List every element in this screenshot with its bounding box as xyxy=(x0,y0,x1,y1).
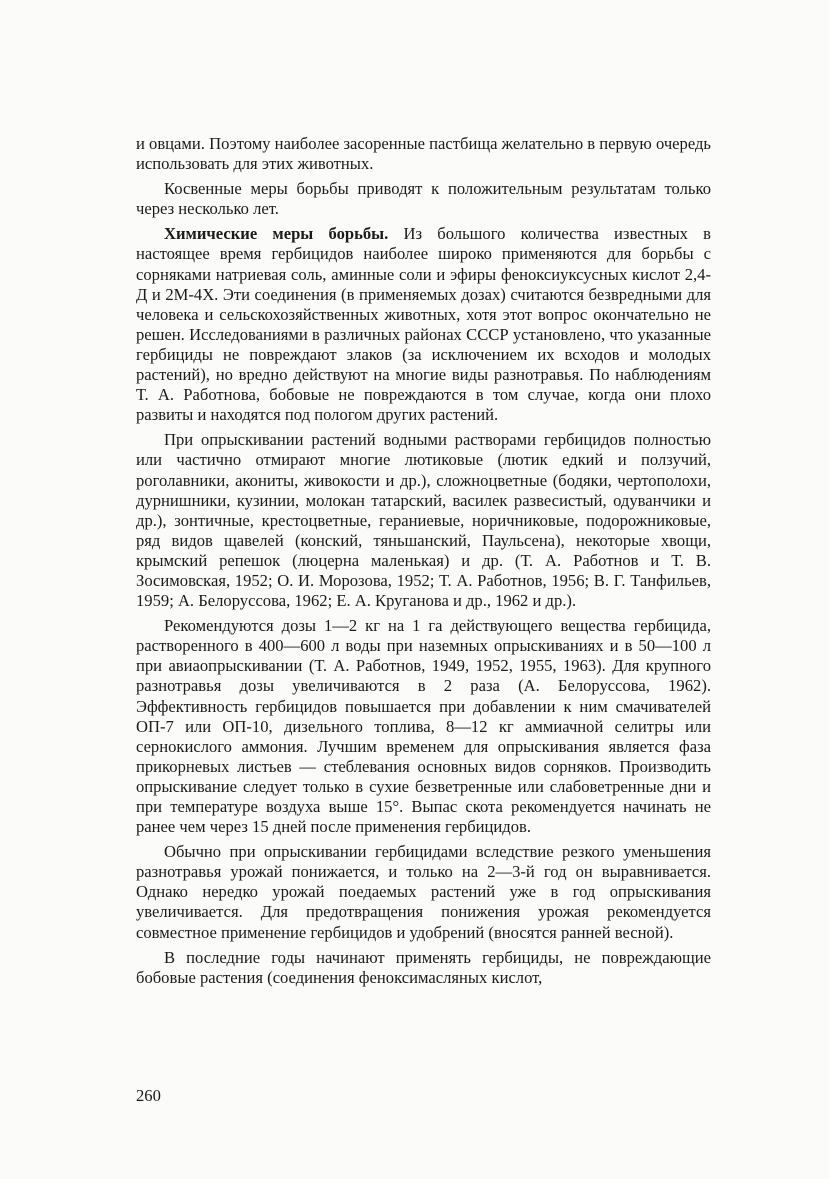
paragraph-1-text: и овцами. Поэтому наиболее засоренные пастбища желательно в первую очередь использовать для этих животных. xyxy=(136,134,711,174)
paragraph-3 xyxy=(136,224,711,425)
paragraph-6 xyxy=(136,842,711,942)
paragraph-2 xyxy=(136,179,711,219)
paragraph-2-text: Косвенные меры борьбы приводят к положительным результатам только через несколько лет. xyxy=(136,179,711,219)
paragraph-1 xyxy=(136,134,711,174)
body-text xyxy=(136,134,711,993)
page-number: 260 xyxy=(136,1086,161,1105)
paragraph-6-text: Обычно при опрыскивании гербицидами вследствие резкого уменьшения разнотравья урожай понижается, и только на 2—3-й год он выравнивается. Однако нередко урожай поедаемых растений уже в год опрыскивания увеличивается. Для предотвращения понижения урожая рекомендуется совместное применение гербицидов и удобрений (вносятся ранней весной). xyxy=(136,842,711,942)
paragraph-7-text: В последние годы начинают применять гербициды, не повреждающие бобовые растения (соединения феноксимасляных кислот, xyxy=(136,947,711,987)
paragraph-4-text: При опрыскивании растений водными растворами гербицидов полностью или частично отмирают многие лютиковые (лютик едкий и ползучий, роголавники, акониты, живокости и др.), сложноцветные (бодяки, чертополохи, дурнишники, кузинии, молокан татарский, василек развесистый, одуванчики и др.), зонтичные, крестоцветные, гераниевые, норичниковые, подорожниковые, ряд видов щавелей (конский, тяньшанский, Паульсена), некоторые хвощи, крымский репешок (люцерна маленькая) и др. (Т. А. Работнов и Т. В. Зосимовская, 1952; О. И. Морозова, 1952; Т. А. Работнов, 1956; В. Г. Танфильев, 1959; А. Белоруссова, 1962; Е. А. Круганова и др., 1962 и др.). xyxy=(136,430,711,611)
paragraph-3-lead: Химические меры борьбы. xyxy=(164,224,389,244)
paragraph-5 xyxy=(136,616,711,837)
paragraph-3-text: Из большого количества известных в настоящее время гербицидов наиболее широко применяются для борьбы с сорняками натриевая соль, аминные соли и эфиры феноксиуксусных кислот 2,4-Д и 2М-4Х. Эти соединения (в применяемых дозах) считаются безвредными для человека и сельскохозяйственных животных, хотя этот вопрос окончательно не решен. Исследованиями в различных районах СССР установлено, что указанные гербициды не повреждают злаков (за исключением их всходов и молодых растений), но вредно действуют на многие виды разнотравья. По наблюдениям Т. А. Работнова, бобовые не повреждаются в том случае, когда они плохо развиты и находятся под пологом других растений. xyxy=(136,224,711,425)
paragraph-5-text: Рекомендуются дозы 1—2 кг на 1 га действующего вещества гербицида, растворенного в 400—600 л воды при наземных опрыскиваниях и в 50—100 л при авиаопрыскивании (Т. А. Работнов, 1949, 1952, 1955, 1963). Для крупного разнотравья дозы увеличиваются в 2 раза (А. Белоруссова, 1962). Эффективность гербицидов повышается при добавлении к ним смачивателей ОП-7 или ОП-10, дизельного топлива, 8—12 кг аммиачной селитры или сернокислого аммония. Лучшим временем для опрыскивания является фаза прикорневых листьев — стеблевания основных видов сорняков. Производить опрыскивание следует только в сухие безветренные или слабоветренные дни и при температуре воздуха выше 15°. Выпас скота рекомендуется начинать не ранее чем через 15 дней после применения гербицидов. xyxy=(136,616,711,837)
paragraph-7 xyxy=(136,948,711,988)
paragraph-4 xyxy=(136,430,711,611)
